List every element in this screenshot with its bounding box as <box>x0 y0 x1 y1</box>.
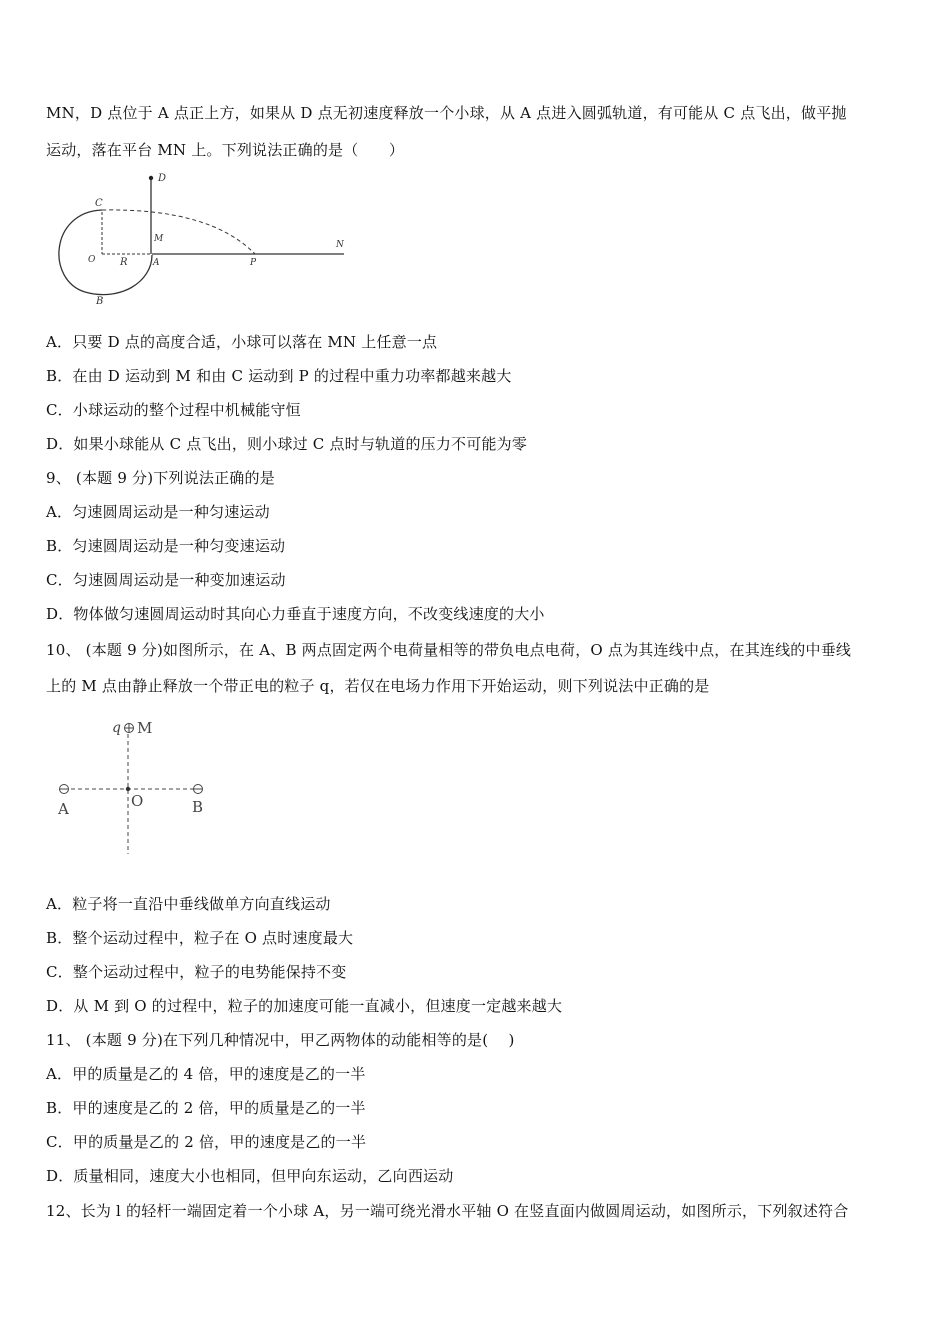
q8-label-p: P <box>250 258 257 268</box>
q11-option-d: D．质量相同，速度大小也相同，但甲向东运动，乙向西运动 <box>46 1167 454 1185</box>
q8-option-a: A．只要 D 点的高度合适，小球可以落在 MN 上任意一点 <box>46 333 438 351</box>
q10-midpoint-o <box>126 787 130 791</box>
q8-option-d: D．如果小球能从 C 点飞出，则小球过 C 点时与轨道的压力不可能为零 <box>46 435 528 453</box>
q10-label-m: M <box>137 719 153 737</box>
q10-option-b: B．整个运动过程中，粒子在 O 点时速度最大 <box>46 929 354 947</box>
q8-label-n: N <box>336 240 344 250</box>
q8-stem-line1: MN，D 点位于 A 点正上方，如果从 D 点无初速度释放一个小球，从 A 点进入圆弧轨道，有可能从 C 点飞出，做平抛 <box>46 104 847 122</box>
q8-option-c: C．小球运动的整个过程中机械能守恒 <box>46 401 301 419</box>
q12-stem: 12、长为 l 的轻杆一端固定着一个小球 A，另一端可绕光滑水平轴 O 在竖直面内做圆周运动，如图所示，下列叙述符合 <box>46 1202 849 1220</box>
q10-label-a: A <box>58 800 69 818</box>
q8-label-r: R <box>120 257 128 268</box>
q10-charges-figure <box>50 712 220 862</box>
q8-track-figure <box>40 168 360 313</box>
q8-label-o: O <box>88 255 96 265</box>
q10-label-b: B <box>192 798 204 816</box>
q11-option-c: C．甲的质量是乙的 2 倍，甲的速度是乙的一半 <box>46 1133 367 1151</box>
q9-stem: 9、 (本题 9 分)下列说法正确的是 <box>46 469 275 487</box>
q8-parabola-path <box>102 210 255 254</box>
q9-option-b: B．匀速圆周运动是一种匀变速运动 <box>46 537 286 555</box>
q9-option-c: C．匀速圆周运动是一种变加速运动 <box>46 571 286 589</box>
q8-label-m: M <box>154 234 164 244</box>
q8-arc-track <box>59 210 152 295</box>
q10-label-q: q <box>112 720 121 736</box>
q11-option-a: A．甲的质量是乙的 4 倍，甲的速度是乙的一半 <box>46 1065 366 1083</box>
q8-label-b: B <box>96 296 104 307</box>
q10-option-d: D．从 M 到 O 的过程中，粒子的加速度可能一直减小，但速度一定越来越大 <box>46 997 563 1015</box>
q10-stem-line2: 上的 M 点由静止释放一个带正电的粒子 q，若仅在电场力作用下开始运动，则下列说法中正确的是 <box>46 677 710 695</box>
q8-option-b: B．在由 D 运动到 M 和由 C 运动到 P 的过程中重力功率都越来越大 <box>46 367 512 385</box>
q8-label-d: D <box>158 173 167 184</box>
q9-option-a: A．匀速圆周运动是一种匀速运动 <box>46 503 270 521</box>
q8-point-d <box>149 176 153 180</box>
q8-label-c: C <box>95 198 103 209</box>
q8-stem-line2: 运动，落在平台 MN 上。下列说法正确的是（ ） <box>46 141 405 159</box>
q9-option-d: D．物体做匀速圆周运动时其向心力垂直于速度方向，不改变线速度的大小 <box>46 605 545 623</box>
q10-option-c: C．整个运动过程中，粒子的电势能保持不变 <box>46 963 347 981</box>
q10-stem-line1: 10、 (本题 9 分)如图所示，在 A、B 两点固定两个电荷量相等的带负电点电荷，O 点为其连线中点，在其连线的中垂线 <box>46 641 852 659</box>
q11-stem: 11、 (本题 9 分)在下列几种情况中，甲乙两物体的动能相等的是( ) <box>46 1031 515 1049</box>
q11-option-b: B．甲的速度是乙的 2 倍，甲的质量是乙的一半 <box>46 1099 366 1117</box>
q10-label-o: O <box>131 792 144 810</box>
q8-label-a: A <box>153 258 160 268</box>
q10-option-a: A．粒子将一直沿中垂线做单方向直线运动 <box>46 895 331 913</box>
